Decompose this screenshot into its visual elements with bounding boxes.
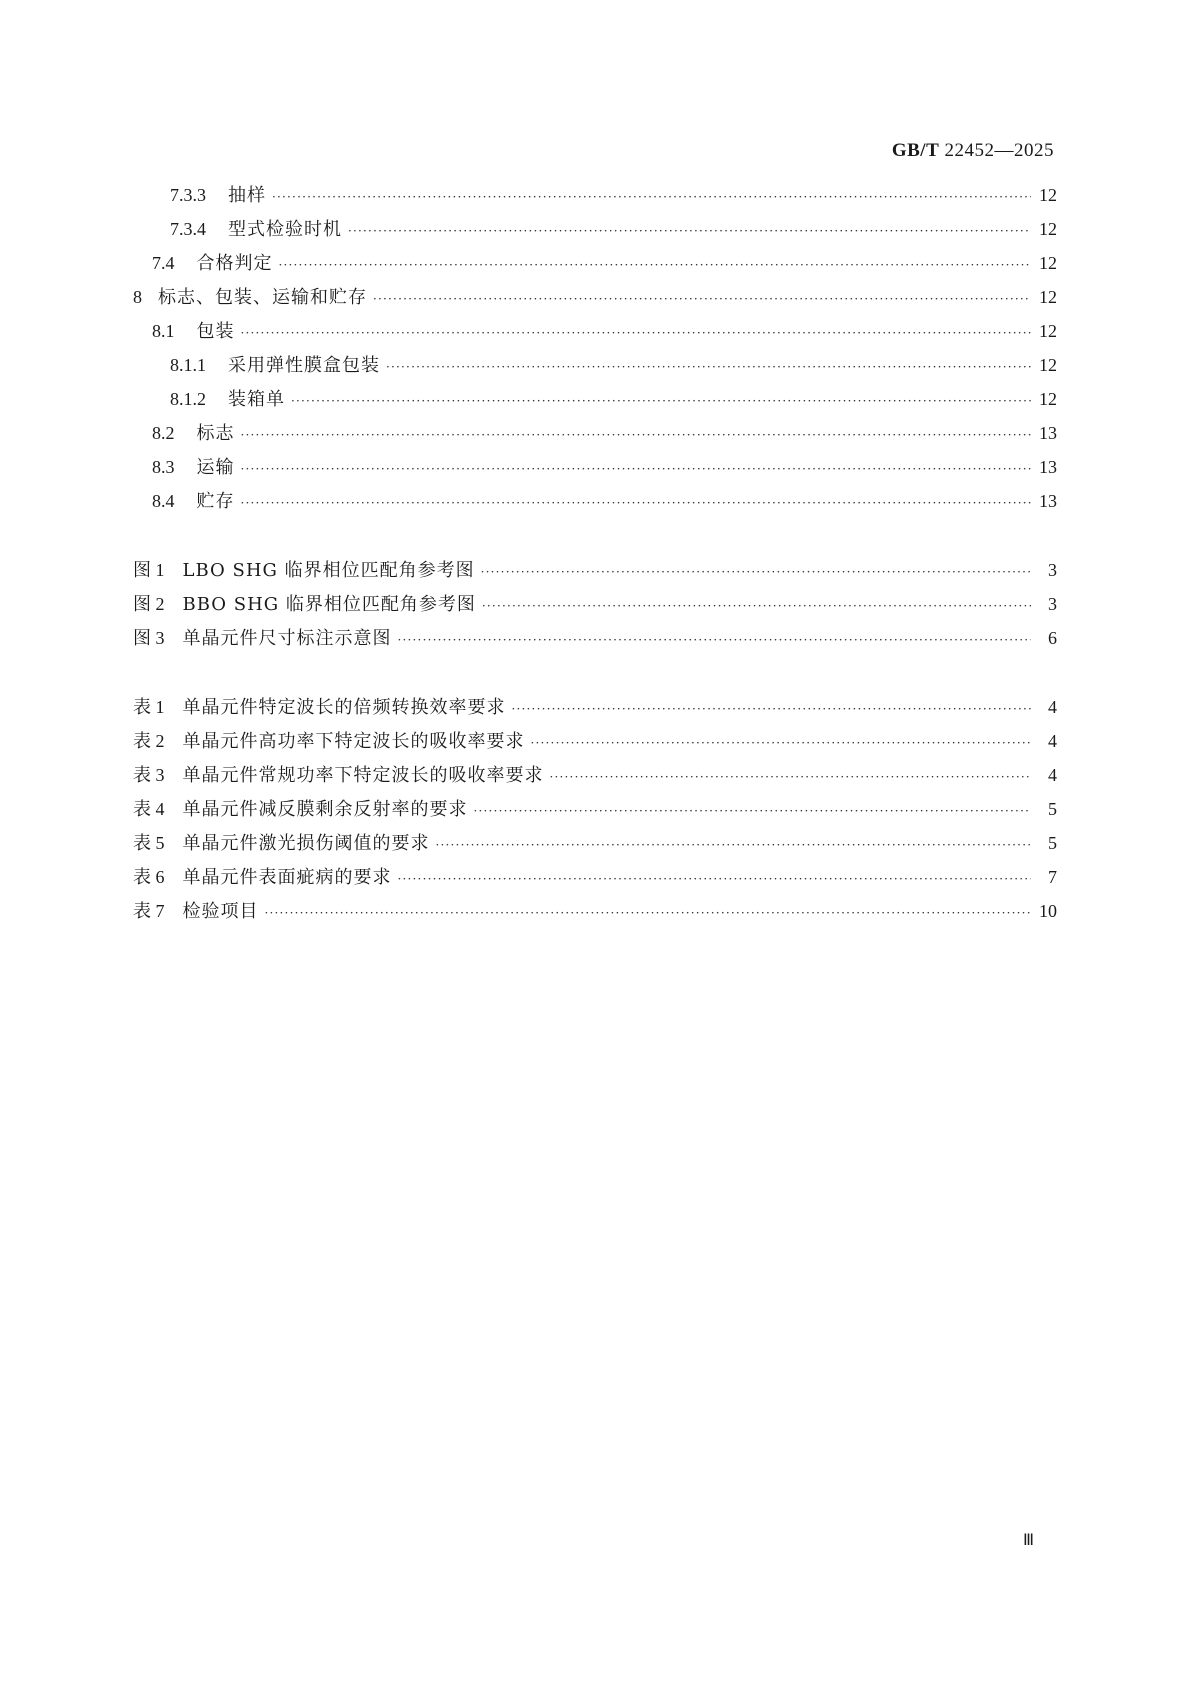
table-entry-number: 表 2: [133, 731, 165, 751]
table-entry[interactable]: [133, 898, 1057, 924]
standard-code-prefix: GB/T: [891, 140, 940, 161]
toc-entry[interactable]: [152, 420, 1057, 446]
table-entry-title: 单晶元件激光损伤阈值的要求: [182, 833, 430, 854]
toc-entry-number: 8: [133, 287, 142, 307]
figure-entry-page: 3: [1048, 594, 1057, 614]
toc-entry[interactable]: [133, 284, 1057, 310]
toc-entry-title: 包装: [196, 321, 235, 342]
toc-entry-title: 运输: [196, 457, 235, 478]
toc-entry-page: 12: [1039, 355, 1057, 375]
toc-entry[interactable]: [152, 250, 1057, 276]
toc-entry-page: 12: [1039, 287, 1057, 307]
dot-leader: [279, 252, 1032, 278]
dot-leader: [272, 184, 1031, 210]
table-entry-title: 单晶元件表面疵病的要求: [182, 867, 392, 888]
table-entry[interactable]: [133, 694, 1057, 720]
dot-leader: [241, 320, 1032, 346]
figure-entry-title: LBO SHG 临界相位匹配角参考图: [182, 560, 475, 581]
dot-leader: [241, 456, 1032, 482]
toc-entry-page: 13: [1039, 423, 1057, 443]
dot-leader: [482, 593, 1031, 619]
page-folio: Ⅲ: [1023, 1532, 1035, 1549]
figure-entry-page: 3: [1048, 560, 1057, 580]
figure-entry-title: BBO SHG 临界相位匹配角参考图: [182, 594, 476, 615]
toc-entry-title: 型式检验时机: [228, 219, 342, 240]
table-entry-number: 表 7: [133, 901, 165, 921]
figure-entry[interactable]: [133, 625, 1057, 651]
table-entry-page: 5: [1048, 833, 1057, 853]
dot-leader: [550, 764, 1032, 790]
toc-entry-number: 8.1: [152, 321, 175, 341]
table-entry-page: 5: [1048, 799, 1057, 819]
toc-entry-number: 8.1.1: [170, 355, 206, 375]
toc-entry-number: 8.3: [152, 457, 175, 477]
toc-entry-number: 7.3.3: [170, 185, 206, 205]
toc-entry-page: 12: [1039, 321, 1057, 341]
table-entry-page: 7: [1048, 867, 1057, 887]
toc-entry-title: 装箱单: [228, 389, 285, 410]
table-entry[interactable]: [133, 796, 1057, 822]
dot-leader: [398, 627, 1032, 653]
toc-entry-title: 抽样: [228, 185, 266, 206]
dot-leader: [241, 490, 1032, 516]
toc-entry[interactable]: [170, 216, 1057, 242]
toc-entry[interactable]: [152, 318, 1057, 344]
toc-entry-title: 合格判定: [196, 253, 273, 274]
table-entry-page: 10: [1039, 901, 1057, 921]
toc-entry-number: 8.1.2: [170, 389, 206, 409]
table-entry-number: 表 4: [133, 799, 165, 819]
toc-entry[interactable]: [170, 182, 1057, 208]
table-entry-title: 单晶元件高功率下特定波长的吸收率要求: [182, 731, 525, 752]
table-entry-number: 表 3: [133, 765, 165, 785]
dot-leader: [348, 218, 1031, 244]
toc-entry-number: 8.2: [152, 423, 175, 443]
table-entry[interactable]: [133, 728, 1057, 754]
table-entry-title: 单晶元件减反膜剩余反射率的要求: [182, 799, 468, 820]
toc-entry[interactable]: [170, 386, 1057, 412]
standard-code: [892, 140, 1054, 162]
toc-entry-page: 13: [1039, 491, 1057, 511]
dot-leader: [512, 696, 1032, 722]
toc-entry-page: 12: [1039, 389, 1057, 409]
toc-entry[interactable]: [152, 488, 1057, 514]
toc-entry-number: 7.3.4: [170, 219, 206, 239]
toc-entry[interactable]: [152, 454, 1057, 480]
dot-leader: [386, 354, 1031, 380]
table-entry-title: 单晶元件特定波长的倍频转换效率要求: [182, 697, 506, 718]
toc-entry-page: 12: [1039, 253, 1057, 273]
toc-entry-number: 8.4: [152, 491, 175, 511]
figure-entry-number: 图 1: [133, 560, 165, 580]
table-entry-title: 单晶元件常规功率下特定波长的吸收率要求: [182, 765, 544, 786]
standard-code-number: 22452—2025: [939, 140, 1054, 161]
dot-leader: [531, 730, 1032, 756]
figure-entry[interactable]: [133, 591, 1057, 617]
figure-entry-page: 6: [1048, 628, 1057, 648]
table-entry[interactable]: [133, 864, 1057, 890]
table-entry-page: 4: [1048, 765, 1057, 785]
dot-leader: [474, 798, 1032, 824]
toc-entry-title: 标志: [196, 423, 235, 444]
table-entry-number: 表 1: [133, 697, 165, 717]
dot-leader: [265, 900, 1032, 926]
figure-entry-title: 单晶元件尺寸标注示意图: [182, 628, 392, 649]
dot-leader: [373, 286, 1031, 312]
toc-entry-page: 12: [1039, 185, 1057, 205]
toc-entry-number: 7.4: [152, 253, 175, 273]
figure-entry[interactable]: [133, 557, 1057, 583]
table-entry-number: 表 6: [133, 867, 165, 887]
table-entry[interactable]: [133, 762, 1057, 788]
toc-entry-title: 标志、包装、运输和贮存: [158, 287, 367, 308]
toc-entry-page: 12: [1039, 219, 1057, 239]
figure-entry-number: 图 3: [133, 628, 165, 648]
dot-leader: [481, 559, 1031, 585]
toc-entry-page: 13: [1039, 457, 1057, 477]
toc-entry-title: 贮存: [196, 491, 235, 512]
table-entry[interactable]: [133, 830, 1057, 856]
table-entry-number: 表 5: [133, 833, 165, 853]
figure-entry-number: 图 2: [133, 594, 165, 614]
dot-leader: [436, 832, 1032, 858]
table-entry-page: 4: [1048, 697, 1057, 717]
toc-entry-title: 采用弹性膜盒包装: [228, 355, 380, 376]
dot-leader: [241, 422, 1032, 448]
table-entry-title: 检验项目: [182, 901, 259, 922]
table-entry-page: 4: [1048, 731, 1057, 751]
dot-leader: [398, 866, 1032, 892]
dot-leader: [291, 388, 1031, 414]
toc-entry[interactable]: [170, 352, 1057, 378]
